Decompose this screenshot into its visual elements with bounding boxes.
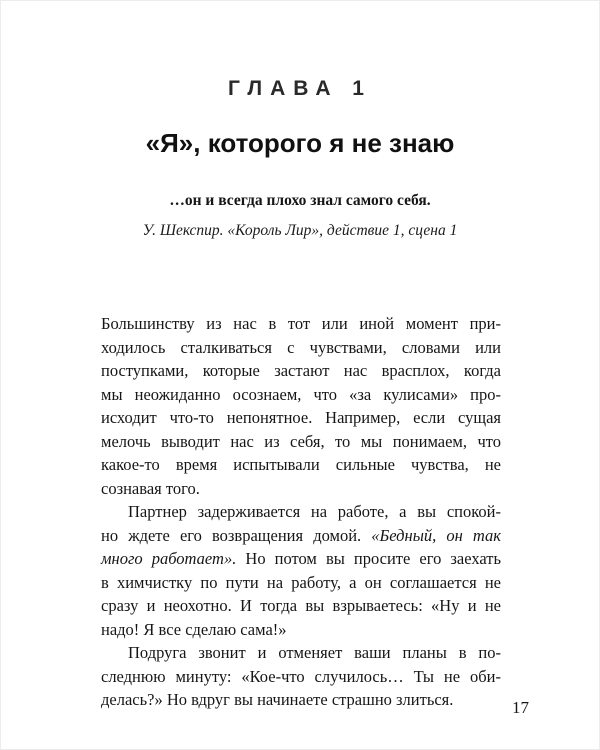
text-line: какое-то время испытывали сильные чувства, не bbox=[101, 455, 501, 474]
text-line: в химчистку по пути на работу, а он соглашается не bbox=[101, 572, 501, 592]
body-text bbox=[101, 312, 501, 712]
text-line: Партнер задерживается на работе, а вы спокой- bbox=[128, 502, 501, 521]
paragraph bbox=[101, 500, 501, 641]
paragraph bbox=[101, 312, 501, 500]
text-line: но ждете его возвращения домой. «Бедный, он так bbox=[101, 525, 501, 545]
text-line: поступками, которые застают нас врасплох, когда bbox=[101, 361, 501, 380]
text-line: сознавая того. bbox=[101, 478, 200, 498]
text-line: Большинству из нас в тот или иной момент при- bbox=[101, 314, 501, 333]
epigraph-text: …он и всегда плохо знал самого себя. bbox=[169, 192, 431, 209]
text-line: следнюю минуту: «Кое-что случилось… Ты не оби- bbox=[101, 666, 501, 686]
text-line: надо! Я все сделаю сама!» bbox=[101, 619, 287, 639]
text-line: исходит что-то непонятное. Например, если сущая bbox=[101, 408, 501, 427]
text-line: мы неожиданно осознаем, что «за кулисами» про- bbox=[101, 384, 501, 404]
page-number: 17 bbox=[512, 698, 529, 717]
text-line: ходилось сталкиваться с чувствами, словами или bbox=[101, 337, 501, 357]
epigraph-attribution: У. Шекспир. «Король Лир», действие 1, сцена 1 bbox=[142, 222, 458, 239]
text-line: сразу и неохотно. И тогда вы взрываетесь: «Ну и не bbox=[101, 596, 501, 615]
text-line: Подруга звонит и отменяет ваши планы в по- bbox=[128, 643, 501, 662]
text-line: делась?» Но вдруг вы начинаете страшно злиться. bbox=[101, 690, 454, 709]
chapter-label: ГЛАВА 1 bbox=[228, 77, 372, 100]
text-line: много работает». Но потом вы просите его заехать bbox=[101, 549, 502, 568]
page-title: «Я», которого я не знаю bbox=[145, 128, 455, 158]
text-line: мелочь выводит нас из себя, то мы понимаем, что bbox=[101, 431, 501, 451]
